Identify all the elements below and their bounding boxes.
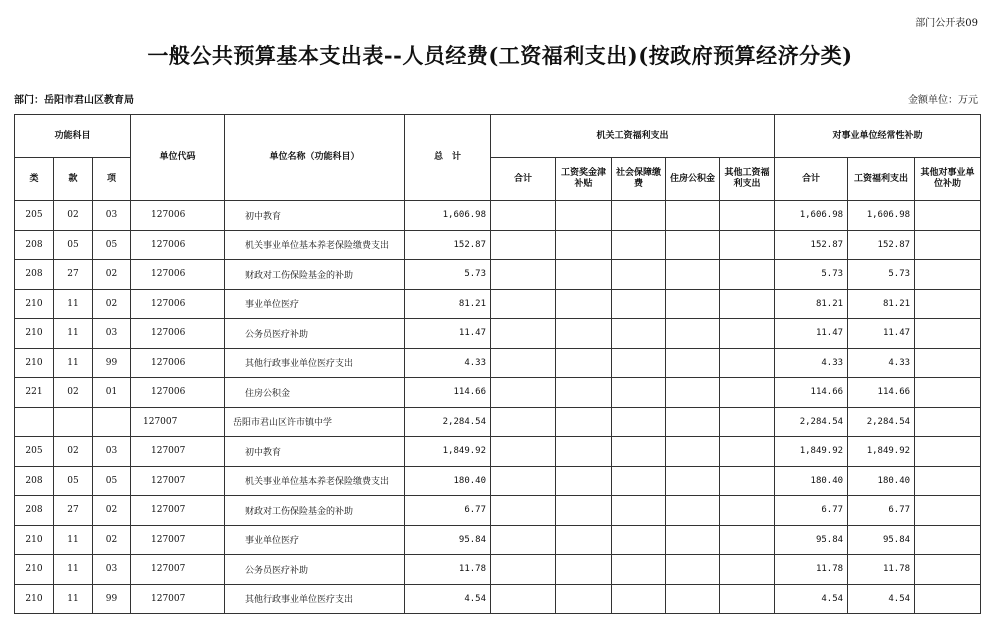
cell-lei: 221 [15,378,54,408]
header-subsidy-wage-welfare: 工资福利支出 [848,158,915,201]
cell-agency-social-security [612,230,666,260]
cell-subsidy-wage-welfare: 6.77 [848,496,915,526]
cell-subsidy-subtotal: 114.66 [775,378,848,408]
cell-total: 81.21 [405,289,491,319]
header-agency-wage-bonus: 工资奖金津补贴 [556,158,612,201]
cell-total: 1,606.98 [405,201,491,231]
cell-agency-subtotal [491,201,556,231]
cell-subsidy-other [915,466,981,496]
cell-agency-subtotal [491,584,556,614]
table-row [15,525,981,555]
cell-subsidy-wage-welfare: 11.78 [848,555,915,585]
cell-agency-subtotal [491,555,556,585]
cell-agency-subtotal [491,260,556,290]
cell-total: 180.40 [405,466,491,496]
table-row [15,496,981,526]
table-row [15,201,981,231]
cell-agency-other-wage [720,407,775,437]
cell-lei: 210 [15,555,54,585]
cell-unit-name: 初中教育 [225,437,405,467]
cell-subsidy-subtotal: 180.40 [775,466,848,496]
table-body [15,201,981,614]
cell-agency-housing-fund [666,348,720,378]
cell-unit-code: 127007 [131,584,225,614]
cell-xiang: 03 [93,437,131,467]
cell-agency-wage-bonus [556,260,612,290]
cell-lei: 210 [15,289,54,319]
cell-agency-housing-fund [666,378,720,408]
cell-kuan: 05 [54,466,93,496]
cell-subsidy-other [915,319,981,349]
cell-agency-social-security [612,466,666,496]
cell-agency-social-security [612,348,666,378]
header-unit-code: 单位代码 [131,115,225,201]
cell-xiang: 99 [93,348,131,378]
cell-subsidy-wage-welfare: 1,606.98 [848,201,915,231]
cell-unit-code: 127006 [131,289,225,319]
budget-table [14,114,981,614]
cell-agency-other-wage [720,496,775,526]
cell-unit-name: 机关事业单位基本养老保险缴费支出 [225,466,405,496]
cell-unit-name: 公务员医疗补助 [225,555,405,585]
cell-subsidy-subtotal: 81.21 [775,289,848,319]
cell-agency-subtotal [491,437,556,467]
cell-xiang [93,407,131,437]
cell-agency-other-wage [720,348,775,378]
cell-agency-housing-fund [666,289,720,319]
cell-agency-subtotal [491,319,556,349]
cell-lei: 210 [15,319,54,349]
cell-unit-code: 127006 [131,260,225,290]
cell-total: 6.77 [405,496,491,526]
table-row [15,407,981,437]
cell-subsidy-wage-welfare: 152.87 [848,230,915,260]
cell-subsidy-subtotal: 5.73 [775,260,848,290]
cell-agency-subtotal [491,348,556,378]
cell-lei: 210 [15,584,54,614]
cell-subsidy-other [915,230,981,260]
cell-agency-housing-fund [666,496,720,526]
cell-lei: 205 [15,437,54,467]
cell-unit-name: 公务员医疗补助 [225,319,405,349]
table-row [15,230,981,260]
cell-agency-social-security [612,201,666,231]
cell-subsidy-wage-welfare: 4.54 [848,584,915,614]
cell-agency-housing-fund [666,437,720,467]
cell-agency-social-security [612,289,666,319]
cell-unit-name: 事业单位医疗 [225,289,405,319]
cell-xiang: 03 [93,555,131,585]
cell-agency-social-security [612,555,666,585]
cell-kuan: 05 [54,230,93,260]
cell-subsidy-wage-welfare: 1,849.92 [848,437,915,467]
amount-unit-label: 金额单位：万元 [908,95,978,106]
cell-subsidy-subtotal: 95.84 [775,525,848,555]
cell-agency-wage-bonus [556,584,612,614]
cell-agency-other-wage [720,584,775,614]
cell-agency-housing-fund [666,525,720,555]
table-row [15,378,981,408]
cell-subsidy-wage-welfare: 81.21 [848,289,915,319]
cell-subsidy-wage-welfare: 4.33 [848,348,915,378]
cell-subsidy-wage-welfare: 11.47 [848,319,915,349]
cell-lei: 208 [15,260,54,290]
cell-agency-other-wage [720,230,775,260]
cell-agency-social-security [612,378,666,408]
cell-xiang: 03 [93,201,131,231]
cell-agency-social-security [612,584,666,614]
table-row [15,584,981,614]
cell-xiang: 03 [93,319,131,349]
header-agency-group: 机关工资福利支出 [491,115,775,158]
cell-agency-wage-bonus [556,378,612,408]
cell-kuan: 11 [54,555,93,585]
cell-xiang: 99 [93,584,131,614]
cell-xiang: 02 [93,289,131,319]
cell-kuan: 27 [54,496,93,526]
cell-total: 2,284.54 [405,407,491,437]
table-row [15,289,981,319]
header-func-subject: 功能科目 [15,115,131,158]
cell-agency-housing-fund [666,466,720,496]
cell-subsidy-wage-welfare: 114.66 [848,378,915,408]
cell-agency-other-wage [720,201,775,231]
table-row [15,319,981,349]
cell-lei [15,407,54,437]
cell-lei: 210 [15,525,54,555]
header-subsidy-subtotal: 合计 [775,158,848,201]
cell-agency-wage-bonus [556,466,612,496]
cell-agency-subtotal [491,496,556,526]
cell-unit-code: 127007 [131,496,225,526]
cell-subsidy-subtotal: 152.87 [775,230,848,260]
cell-kuan: 11 [54,319,93,349]
cell-agency-social-security [612,496,666,526]
cell-kuan [54,407,93,437]
cell-xiang: 02 [93,496,131,526]
cell-subsidy-other [915,437,981,467]
cell-agency-subtotal [491,525,556,555]
cell-unit-name: 财政对工伤保险基金的补助 [225,260,405,290]
cell-unit-code: 127006 [131,378,225,408]
department-label: 部门：岳阳市君山区教育局 [14,95,134,106]
cell-unit-code: 127007 [131,437,225,467]
cell-subsidy-wage-welfare: 95.84 [848,525,915,555]
cell-subsidy-subtotal: 4.54 [775,584,848,614]
cell-unit-code: 127007 [131,555,225,585]
cell-xiang: 02 [93,525,131,555]
cell-agency-wage-bonus [556,496,612,526]
cell-subsidy-subtotal: 11.47 [775,319,848,349]
header-subsidy-other: 其他对事业单位补助 [915,158,981,201]
header-lei: 类 [15,158,54,201]
cell-agency-wage-bonus [556,407,612,437]
cell-unit-name: 其他行政事业单位医疗支出 [225,348,405,378]
cell-subsidy-other [915,525,981,555]
table-row [15,466,981,496]
cell-subsidy-other [915,348,981,378]
cell-kuan: 02 [54,201,93,231]
cell-agency-social-security [612,407,666,437]
cell-agency-other-wage [720,555,775,585]
cell-agency-housing-fund [666,260,720,290]
cell-agency-other-wage [720,319,775,349]
cell-agency-housing-fund [666,201,720,231]
cell-agency-wage-bonus [556,319,612,349]
cell-unit-name: 初中教育 [225,201,405,231]
header-agency-housing-fund: 住房公积金 [666,158,720,201]
cell-unit-code: 127006 [131,230,225,260]
cell-total: 11.47 [405,319,491,349]
cell-agency-housing-fund [666,584,720,614]
cell-agency-housing-fund [666,407,720,437]
page-title: 一般公共预算基本支出表--人员经费(工资福利支出)(按政府预算经济分类) [147,43,853,68]
cell-lei: 205 [15,201,54,231]
table-row [15,260,981,290]
cell-unit-code: 127007 [131,466,225,496]
cell-agency-wage-bonus [556,201,612,231]
cell-total: 114.66 [405,378,491,408]
cell-xiang: 05 [93,466,131,496]
cell-unit-code: 127006 [131,319,225,349]
cell-agency-social-security [612,260,666,290]
cell-subsidy-wage-welfare: 2,284.54 [848,407,915,437]
cell-agency-wage-bonus [556,230,612,260]
cell-subsidy-other [915,407,981,437]
cell-total: 95.84 [405,525,491,555]
cell-total: 4.33 [405,348,491,378]
cell-agency-other-wage [720,466,775,496]
header-kuan: 款 [54,158,93,201]
cell-xiang: 01 [93,378,131,408]
table-row [15,348,981,378]
cell-kuan: 11 [54,289,93,319]
table-row [15,437,981,467]
header-agency-other-wage: 其他工资福利支出 [720,158,775,201]
cell-unit-code: 127007 [131,525,225,555]
table-row [15,555,981,585]
cell-agency-wage-bonus [556,437,612,467]
cell-agency-wage-bonus [556,289,612,319]
cell-subsidy-other [915,201,981,231]
cell-agency-other-wage [720,437,775,467]
cell-kuan: 11 [54,584,93,614]
header-unit-name: 单位名称（功能科目） [225,115,405,201]
cell-unit-code: 127006 [131,348,225,378]
cell-subsidy-wage-welfare: 180.40 [848,466,915,496]
cell-subsidy-other [915,260,981,290]
cell-unit-code: 127007 [131,407,225,437]
cell-agency-subtotal [491,407,556,437]
header-total: 总 计 [405,115,491,201]
cell-subsidy-subtotal: 6.77 [775,496,848,526]
cell-unit-name: 岳阳市君山区许市镇中学 [225,407,405,437]
cell-subsidy-other [915,289,981,319]
cell-subsidy-wage-welfare: 5.73 [848,260,915,290]
header-subsidy-group: 对事业单位经常性补助 [775,115,981,158]
cell-lei: 208 [15,496,54,526]
cell-total: 4.54 [405,584,491,614]
cell-subsidy-subtotal: 4.33 [775,348,848,378]
cell-unit-name: 其他行政事业单位医疗支出 [225,584,405,614]
cell-subsidy-subtotal: 1,849.92 [775,437,848,467]
cell-subsidy-subtotal: 2,284.54 [775,407,848,437]
cell-agency-wage-bonus [556,525,612,555]
cell-unit-name: 事业单位医疗 [225,525,405,555]
cell-agency-other-wage [720,525,775,555]
cell-agency-other-wage [720,260,775,290]
cell-agency-social-security [612,319,666,349]
cell-kuan: 02 [54,378,93,408]
cell-agency-social-security [612,525,666,555]
cell-subsidy-other [915,496,981,526]
cell-xiang: 02 [93,260,131,290]
cell-agency-housing-fund [666,230,720,260]
header-xiang: 项 [93,158,131,201]
cell-lei: 208 [15,230,54,260]
cell-agency-wage-bonus [556,348,612,378]
cell-lei: 210 [15,348,54,378]
cell-xiang: 05 [93,230,131,260]
header-agency-subtotal: 合计 [491,158,556,201]
cell-agency-wage-bonus [556,555,612,585]
cell-agency-subtotal [491,466,556,496]
cell-agency-subtotal [491,230,556,260]
cell-subsidy-other [915,378,981,408]
cell-unit-name: 机关事业单位基本养老保险缴费支出 [225,230,405,260]
cell-subsidy-subtotal: 1,606.98 [775,201,848,231]
cell-total: 5.73 [405,260,491,290]
header-agency-social-security: 社会保障缴费 [612,158,666,201]
cell-total: 152.87 [405,230,491,260]
table-number-label: 部门公开表09 [915,18,978,29]
cell-agency-subtotal [491,378,556,408]
cell-subsidy-subtotal: 11.78 [775,555,848,585]
cell-kuan: 27 [54,260,93,290]
cell-agency-social-security [612,437,666,467]
cell-subsidy-other [915,584,981,614]
cell-kuan: 02 [54,437,93,467]
cell-unit-name: 住房公积金 [225,378,405,408]
cell-agency-subtotal [491,289,556,319]
cell-agency-other-wage [720,289,775,319]
cell-agency-other-wage [720,378,775,408]
cell-total: 11.78 [405,555,491,585]
cell-subsidy-other [915,555,981,585]
cell-kuan: 11 [54,525,93,555]
cell-unit-code: 127006 [131,201,225,231]
cell-agency-housing-fund [666,319,720,349]
cell-kuan: 11 [54,348,93,378]
cell-lei: 208 [15,466,54,496]
cell-total: 1,849.92 [405,437,491,467]
cell-unit-name: 财政对工伤保险基金的补助 [225,496,405,526]
cell-agency-housing-fund [666,555,720,585]
